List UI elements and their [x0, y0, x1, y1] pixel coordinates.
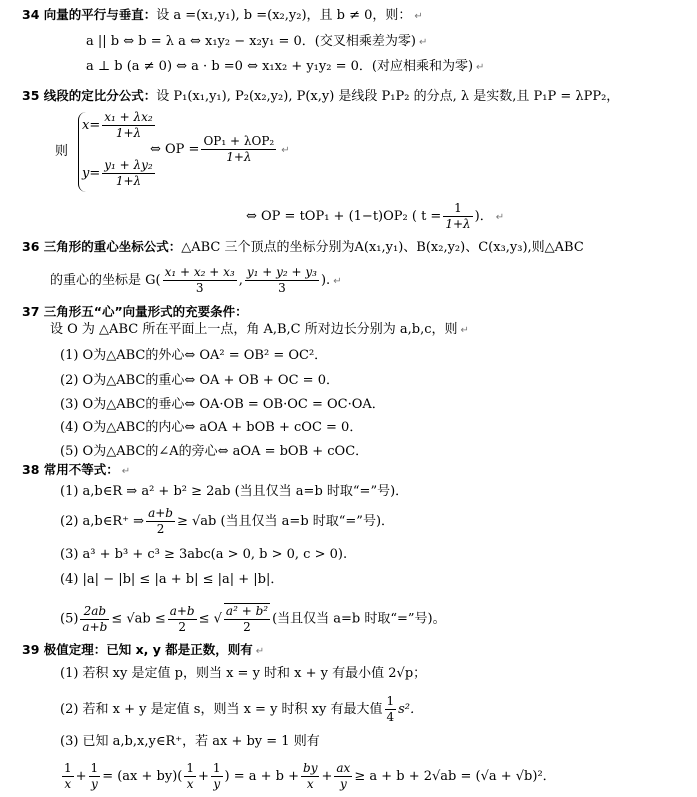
- section-37-item-4: (4) O为△ABC的内心⇔ aOA + bOB + cOC = 0．: [60, 420, 363, 435]
- section-37-item-2: (2) O为△ABC的重心⇔ OA + OB + OC = 0．: [60, 373, 339, 388]
- section-34-heading: 34 向量的平行与垂直：: [22, 7, 157, 22]
- section-36-centroid: 的重心的坐标是 G( $\frac{\text{x₁ + x₂ + x₃}}{3}$ , $\frac{\text{y₁ + y₂ + y₃}}{3}$ ). ↵: [50, 265, 342, 295]
- section-39-item-2: (2) 若和 x + y 是定值 s，则当 x = y 时积 xy 有最大值 $\frac{1}{4}$ s²．: [60, 694, 424, 724]
- section-39-heading: 39 极值定理：已知 x, y 都是正数，则有 ↵: [22, 642, 265, 657]
- section-35-vector-form: ⇔ OP = $\frac{\text{OP₁ + λOP₂}}{1+\lambda}$ ↵: [150, 134, 290, 164]
- section-35-ze: 则: [55, 144, 69, 159]
- section-38-item-2: (2) a,b∈R⁺ ⇒ $\frac{a+b}{2}$ ≥ √ab (当且仅当 a=b 时取“=”号)．: [60, 506, 395, 536]
- paragraph-mark-icon: ↵: [418, 37, 428, 48]
- paragraph-mark-icon: ↵: [281, 145, 290, 156]
- section-39-item-3: (3) 已知 a,b,x,y∈R⁺，若 ax + by = 1 则有: [60, 734, 320, 749]
- paragraph-mark-icon: ↵: [333, 276, 342, 287]
- section-35-heading: 35 线段的定比分公式：: [22, 88, 157, 103]
- section-35-x-formula: x= $\frac{\text{x₁ + λx₂}}{1+\lambda}$: [82, 110, 153, 140]
- section-37-item-3: (3) O为△ABC的垂心⇔ OA·OB = OB·OC = OC·OA．: [60, 397, 385, 412]
- paragraph-mark-icon: ↵: [121, 466, 131, 477]
- section-36-heading: 36 三角形的重心坐标公式：: [22, 239, 182, 254]
- paragraph-mark-icon: ↵: [476, 62, 485, 73]
- section-35-t-form: ⇔ OP = tOP₁ + (1−t)OP₂ ( t = $\frac{1}{1+\lambda}$ )． ↵: [246, 201, 505, 231]
- paragraph-mark-icon: ↵: [495, 212, 505, 223]
- section-35-condition: 设 P₁(x₁,y₁), P₂(x₂,y₂), P(x,y) 是线段 P₁P₂ 的分点, λ 是实数,且 P₁P = λPP₂，: [156, 89, 620, 104]
- section-34-line-1: [22, 6, 423, 26]
- section-37-intro: 设 O 为 △ABC 所在平面上一点，角 A,B,C 所对边长分别为 a,b,c，则 ↵: [50, 322, 469, 337]
- section-36-line-1: 36 三角形的重心坐标公式：△ABC 三个顶点的坐标分别为A(x₁,y₁)、B(x₂,y₂)、C(x₃,y₃),则△ABC: [22, 239, 584, 255]
- section-38-item-1: (1) a,b∈R ⇒ a² + b² ≥ 2ab (当且仅当 a=b 时取“=”号)．: [60, 484, 409, 499]
- section-37-heading: 37 三角形五“心”向量形式的充要条件：: [22, 304, 248, 319]
- section-34-perpendicular: a ⊥ b (a ≠ 0) ⇔ a · b =0 ⇔ x₁x₂ + y₁y₂ = 0．(对应相乘和为零) ↵: [86, 59, 485, 74]
- paragraph-mark-icon: ↵: [414, 11, 423, 22]
- section-34-condition: 设 a =(x₁,y₁), b =(x₂,y₂)，且 b ≠ 0，则：: [156, 8, 412, 23]
- section-38-item-5: (5) $\frac{2ab}{a+b}$ ≤ √ab ≤ $\frac{a+b}{2}$ ≤ √ $\frac{\text{a² + b²}}{2}$ (当且仅当 a=b 时取“=”号)。: [60, 603, 446, 634]
- section-34-parallel: a || b ⇔ b = λ a ⇔ x₁y₂ − x₂y₁ = 0．(交叉相乘差为零) ↵: [86, 34, 428, 49]
- section-37-item-1: (1) O为△ABC的外心⇔ OA² = OB² = OC²．: [60, 348, 328, 363]
- section-35-line-1: [22, 87, 619, 106]
- section-39-item-1: (1) 若积 xy 是定值 p，则当 x = y 时和 x + y 有最小值 2√p；: [60, 666, 427, 681]
- section-37-item-5: (5) O为△ABC的∠A的旁心⇔ aOA = bOB + cOC．: [60, 444, 369, 459]
- section-35-y-formula: y= $\frac{\text{y₁ + λy₂}}{1+\lambda}$: [82, 158, 153, 188]
- section-38-item-3: (3) a³ + b³ + c³ ≥ 3abc(a > 0, b > 0, c > 0).: [60, 547, 348, 562]
- paragraph-mark-icon: ↵: [255, 646, 265, 657]
- section-38-heading: 38 常用不等式： ↵: [22, 462, 131, 477]
- section-39-inequality: $\frac{1}{x}$ + $\frac{1}{y}$ = (ax + by)( $\frac{1}{x}$ + $\frac{1}{y}$ ) = a + b + $\frac{by}{x}$ + $\frac{ax}{y}$ ≥ a + b + 2√ab = (√a + √b)²．: [64, 761, 556, 791]
- section-38-item-4: (4) |a| − |b| ≤ |a + b| ≤ |a| + |b|．: [60, 572, 284, 587]
- paragraph-mark-icon: ↵: [460, 325, 469, 336]
